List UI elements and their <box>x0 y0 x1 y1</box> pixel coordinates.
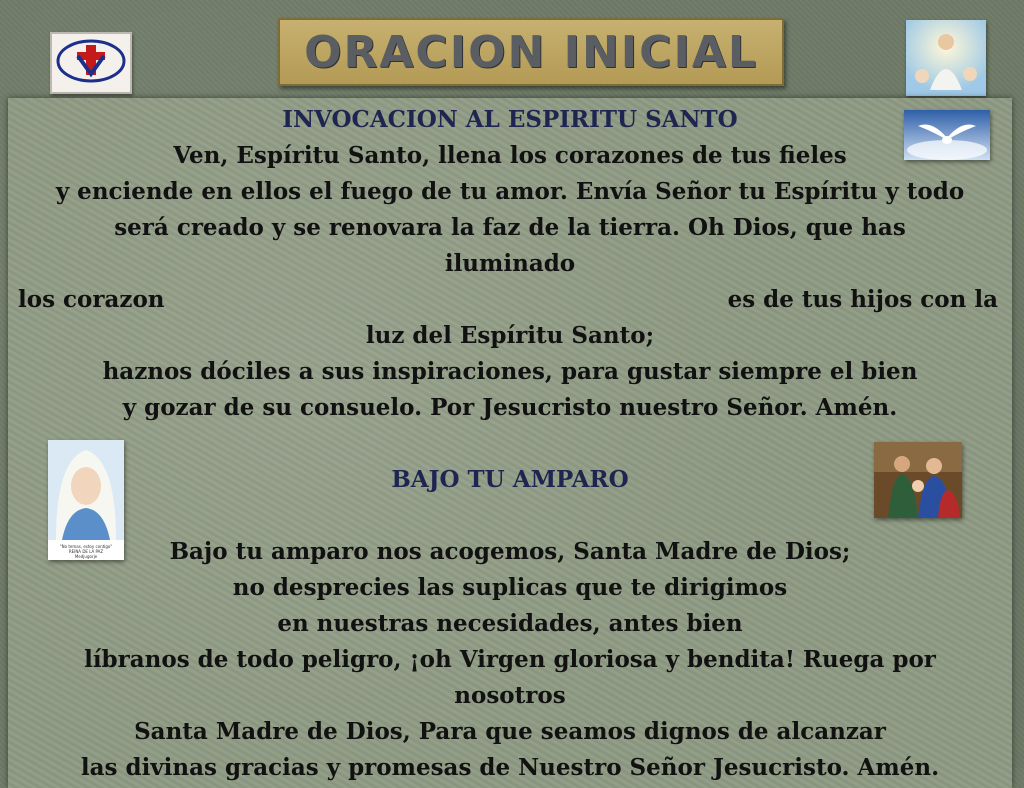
prayer-heading-amparo: BAJO TU AMPARO <box>391 466 629 493</box>
prayer-line: Bajo tu amparo nos acogemos, Santa Madre de Dios; <box>169 538 851 565</box>
prayer-line: líbranos de todo peligro, ¡oh Virgen gloriosa y bendita! Ruega por <box>84 646 936 673</box>
prayer-line: no desprecies las suplicas que te dirigimos <box>232 574 788 601</box>
logo <box>50 32 132 94</box>
prayer-line: y gozar de su consuelo. Por Jesucristo nuestro Señor. Amén. <box>122 394 898 421</box>
mary-caption-line-3: Medjugorje <box>74 554 98 559</box>
prayer-invocacion <box>8 102 1012 426</box>
prayer-line: nosotros <box>454 682 566 709</box>
prayer-split-left: los corazon <box>18 286 165 313</box>
prayer-line: haznos dóciles a sus inspiraciones, para gustar siempre el bien <box>102 358 918 385</box>
prayer-split-line <box>8 282 1012 318</box>
prayer-line: en nuestras necesidades, antes bien <box>277 610 743 637</box>
heavenly-figure-image <box>906 20 986 96</box>
prayer-line: las divinas gracias y promesas de Nuestro Señor Jesucristo. Amén. <box>80 754 940 781</box>
prayer-line: y enciende en ellos el fuego de tu amor. Envía Señor tu Espíritu y todo <box>55 178 965 205</box>
prayer-bajo-tu-amparo <box>8 462 1012 786</box>
mary-caption-line-1: "No temas, estoy contigo" <box>59 544 113 549</box>
prayer-line: será creado y se renovara la faz de la tierra. Oh Dios, que has <box>114 214 906 241</box>
prayer-line: iluminado <box>444 250 576 277</box>
prayer-line: luz del Espíritu Santo; <box>365 322 655 349</box>
logo-emblem-icon <box>52 34 130 92</box>
spacer <box>8 498 1012 534</box>
prayer-line: Santa Madre de Dios, Para que seamos dignos de alcanzar <box>134 718 886 745</box>
title-banner <box>278 18 784 86</box>
prayer-line: Ven, Espíritu Santo, llena los corazones de tus fieles <box>173 142 847 169</box>
prayer-split-right: es de tus hijos con la <box>727 286 998 313</box>
page-title: ORACION INICIAL <box>304 26 758 78</box>
mary-caption-line-2: REINA DE LA PAZ <box>68 549 104 554</box>
prayer-heading-invocacion: INVOCACION AL ESPIRITU SANTO <box>282 106 738 133</box>
